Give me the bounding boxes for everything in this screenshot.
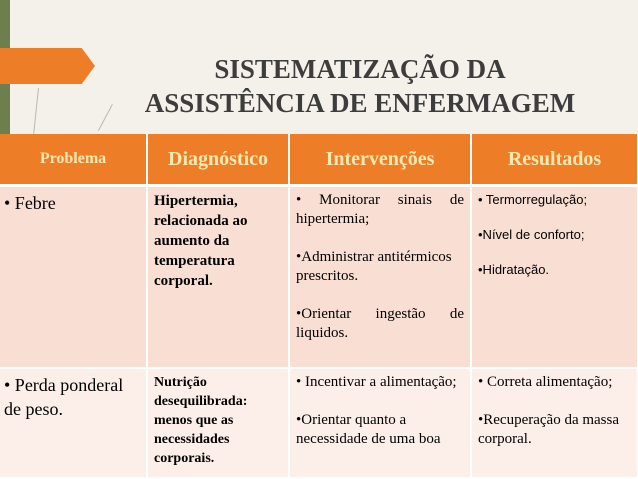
- cell-resultados: [471, 186, 638, 369]
- cell-intervencoes: [289, 368, 471, 478]
- header-diagnostico: Diagnóstico: [147, 134, 289, 186]
- decorative-line: [33, 88, 39, 134]
- resultado-item: • Correta alimentação;: [478, 374, 613, 390]
- intervencao-item: •Administrar antitérmicos prescritos.: [296, 249, 452, 284]
- intervencao-item: •Orientar quanto a necessidade de uma boa: [296, 412, 441, 447]
- table-header-row: [0, 134, 638, 186]
- resultado-item: •Hidratação.: [478, 262, 550, 277]
- cell-problema: • Febre: [0, 186, 147, 369]
- intervencao-item: • Monitorar sinais de hipertermia;: [296, 192, 464, 227]
- cell-diagnostico: Hipertermia, relacionada ao aumento da temperatura corporal.: [147, 186, 289, 369]
- cell-problema: • Perda ponderal de peso.: [0, 368, 147, 478]
- cell-diagnostico: Nutrição desequilibrada: menos que as necessidades corporais.: [147, 368, 289, 478]
- intervencao-item: •Orientar ingestão de liquidos.: [296, 306, 464, 341]
- title-line-2: ASSISTÊNCIA DE ENFERMAGEM: [144, 88, 576, 118]
- page-title: [100, 52, 620, 120]
- title-arrow-decoration: [0, 48, 95, 84]
- cell-intervencoes: [289, 186, 471, 369]
- header-intervencoes: Intervenções: [289, 134, 471, 186]
- resultado-item: •Nível de conforto;: [478, 227, 585, 242]
- title-line-1: SISTEMATIZAÇÃO DA: [214, 54, 506, 84]
- header-problema: Problema: [0, 134, 147, 186]
- header-resultados: Resultados: [471, 134, 638, 186]
- cell-resultados: [471, 368, 638, 478]
- resultado-item: •Recuperação da massa corporal.: [478, 412, 620, 447]
- resultado-item: • Termorregulação;: [478, 192, 588, 207]
- sae-table: [0, 134, 638, 479]
- table-row: [0, 368, 638, 478]
- table-row: [0, 186, 638, 369]
- intervencao-item: • Incentivar a alimentação;: [296, 374, 457, 390]
